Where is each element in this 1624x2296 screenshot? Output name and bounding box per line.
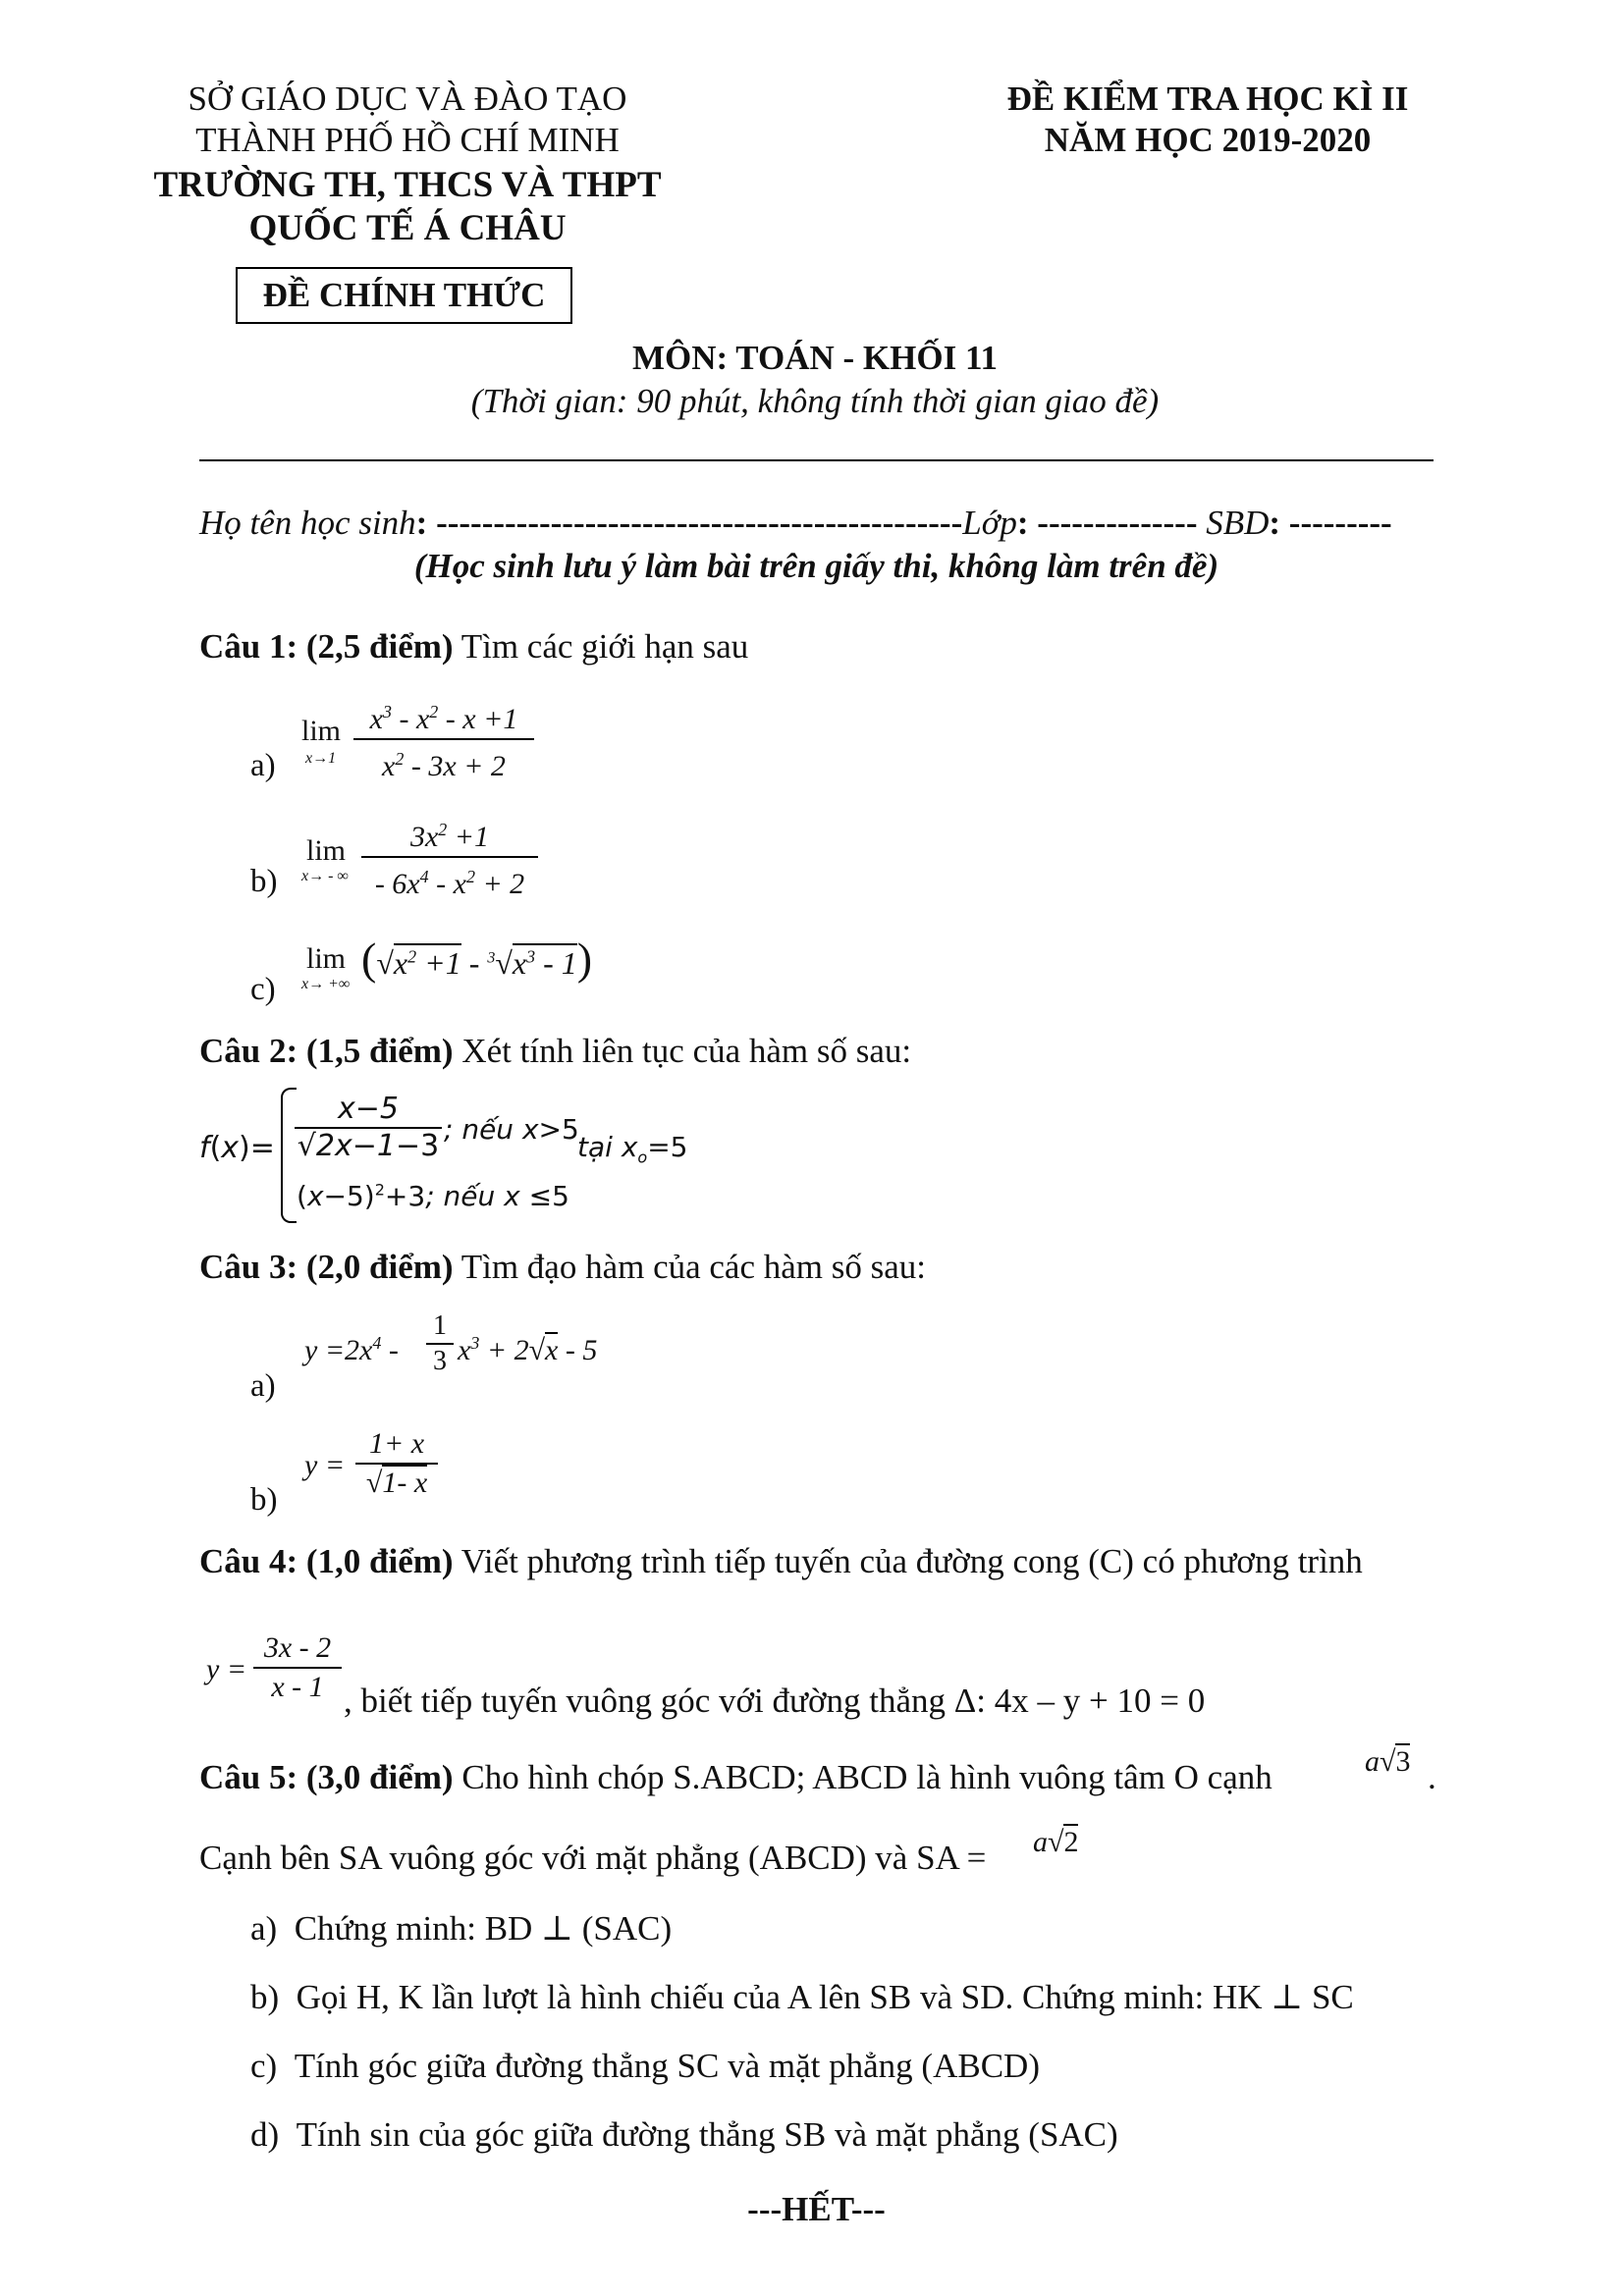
q2-text: Xét tính liên tục của hàm số sau: xyxy=(453,1032,912,1070)
q1b-fraction: $3x^2 +1$ - $6x^4 - x^2 + 2$ xyxy=(361,811,538,903)
q4-fraction: 3x - 2 x - 1 xyxy=(253,1629,342,1706)
class-label: Lớp xyxy=(962,504,1017,542)
q1c-lim: lim xyxy=(306,942,347,975)
q2-piecewise-lhs: f(x)= xyxy=(199,1131,275,1165)
dept-name: SỞ GIÁO DỤC VÀ ĐÀO TẠO xyxy=(188,80,627,118)
q1a-lim: lim xyxy=(301,715,342,747)
q5-item-c xyxy=(250,2046,1040,2087)
q1b-lim-sub: x→ - ∞ xyxy=(301,868,349,884)
sbd-blank: : --------- xyxy=(1269,504,1392,542)
q3b-fraction: 1+ x √1- x xyxy=(355,1425,438,1502)
q4-text: Viết phương trình tiếp tuyến của đường cong (C) có phương trình xyxy=(453,1542,1363,1580)
q3a-rhs: $x^3 + 2√x - 5$ xyxy=(458,1333,598,1366)
student-info-line xyxy=(199,503,1392,544)
q2-title: Câu 2: (1,5 điểm) xyxy=(199,1032,454,1070)
q2-point: tại $x_o=5$ xyxy=(577,1131,688,1167)
q4-title: Câu 4: (1,0 điểm) xyxy=(199,1542,454,1580)
q5-item-label: c) xyxy=(250,2047,278,2085)
q5-period: . xyxy=(1428,1758,1436,1796)
q2-heading xyxy=(199,1031,911,1072)
q5-item-a xyxy=(250,1908,672,1949)
q2-case2: $(x-5)^2+3$; nếu x ≤5 xyxy=(297,1180,569,1212)
city-name: THÀNH PHỐ HỒ CHÍ MINH xyxy=(195,121,620,159)
q5-item-label: b) xyxy=(250,1978,280,2016)
q1c-expression: $(√x^2 +1 - ^3√x^3 - 1)$ xyxy=(361,934,593,984)
q4-lhs: y = xyxy=(206,1653,247,1685)
q4-tail: , biết tiếp tuyến vuông góc với đường thẳng Δ: 4x – y + 10 = 0 xyxy=(344,1682,1206,1720)
q3-heading xyxy=(199,1247,926,1288)
q5-item-text: Tính góc giữa đường thẳng SC và mặt phẳng (ABCD) xyxy=(294,2047,1040,2085)
q3b-lhs: y = xyxy=(304,1449,346,1481)
q5-sa-length: a√2 xyxy=(1033,1826,1079,1858)
time-note: (Thời gian: 90 phút, không tính thời gian giao đề) xyxy=(470,382,1160,420)
q5-item-b xyxy=(250,1977,1354,2018)
q5-side-length: a√3 xyxy=(1365,1745,1411,1778)
q2-case1-condition: ; nếu x>5 xyxy=(444,1113,579,1146)
official-badge: ĐỀ CHÍNH THỨC xyxy=(236,267,572,324)
q1a-lim-sub: x→1 xyxy=(305,750,337,767)
q2-case1-fraction: x−5 √2x−1−3 xyxy=(295,1092,442,1164)
q3b-label: b) xyxy=(250,1482,278,1518)
q3a-label: a) xyxy=(250,1368,276,1404)
subject-title: MÔN: TOÁN - KHỐI 11 xyxy=(631,339,999,377)
q3-title: Câu 3: (2,0 điểm) xyxy=(199,1248,454,1286)
q1b-label: b) xyxy=(250,864,278,899)
q1c-lim-sub: x→ +∞ xyxy=(301,976,351,992)
q1a-label: a) xyxy=(250,748,276,783)
q1-text: Tìm các giới hạn sau xyxy=(453,627,749,666)
school-year: NĂM HỌC 2019-2020 xyxy=(1044,121,1372,159)
end-marker: ---HẾT--- xyxy=(747,2190,886,2228)
sbd-label: SBD xyxy=(1206,504,1270,542)
q5-item-label: a) xyxy=(250,1909,278,1948)
name-label: Họ tên học sinh xyxy=(199,504,416,542)
q5-line2: Cạnh bên SA vuông góc với mặt phẳng (ABCD) và SA = xyxy=(199,1839,987,1877)
q5-item-text: Chứng minh: BD ⊥ (SAC) xyxy=(294,1909,673,1948)
q1c-label: c) xyxy=(250,972,276,1007)
q5-item-label: d) xyxy=(250,2115,280,2154)
q1b-lim: lim xyxy=(306,834,347,867)
header-divider xyxy=(199,459,1434,461)
student-note: (Học sinh lưu ý làm bài trên giấy thi, không làm trên đề) xyxy=(413,547,1219,585)
school-name: TRƯỜNG TH, THCS VÀ THPT xyxy=(153,165,662,205)
q4-heading xyxy=(199,1541,1363,1582)
q3a-fraction: 1 3 xyxy=(426,1309,454,1378)
q1a-fraction: $x^3 - x^2 - x +1$ $x^2 - 3x + 2$ xyxy=(353,693,534,785)
q3-text: Tìm đạo hàm của các hàm số sau: xyxy=(453,1248,927,1286)
class-blank: : -------------- xyxy=(1016,504,1198,542)
name-blank: : ---------------------------------------------- xyxy=(415,504,963,542)
q5-heading xyxy=(199,1757,1272,1798)
school-name-2: QUỐC TẾ Á CHÂU xyxy=(248,208,567,248)
q1-title: Câu 1: (2,5 điểm) xyxy=(199,627,454,666)
q5-item-text: Gọi H, K lần lượt là hình chiếu của A lên SB và SD. Chứng minh: HK ⊥ SC xyxy=(296,1978,1354,2016)
q5-text: Cho hình chóp S.ABCD; ABCD là hình vuông tâm O cạnh xyxy=(453,1758,1272,1796)
q1-heading xyxy=(199,626,748,667)
q5-item-d xyxy=(250,2114,1118,2156)
q5-item-text: Tính sin của góc giữa đường thẳng SB và mặt phẳng (SAC) xyxy=(296,2115,1118,2154)
q3a-lhs: $y =2x^4$ - xyxy=(304,1333,399,1366)
exam-title: ĐỀ KIỂM TRA HỌC KÌ II xyxy=(1006,80,1409,118)
q5-title: Câu 5: (3,0 điểm) xyxy=(199,1758,454,1796)
